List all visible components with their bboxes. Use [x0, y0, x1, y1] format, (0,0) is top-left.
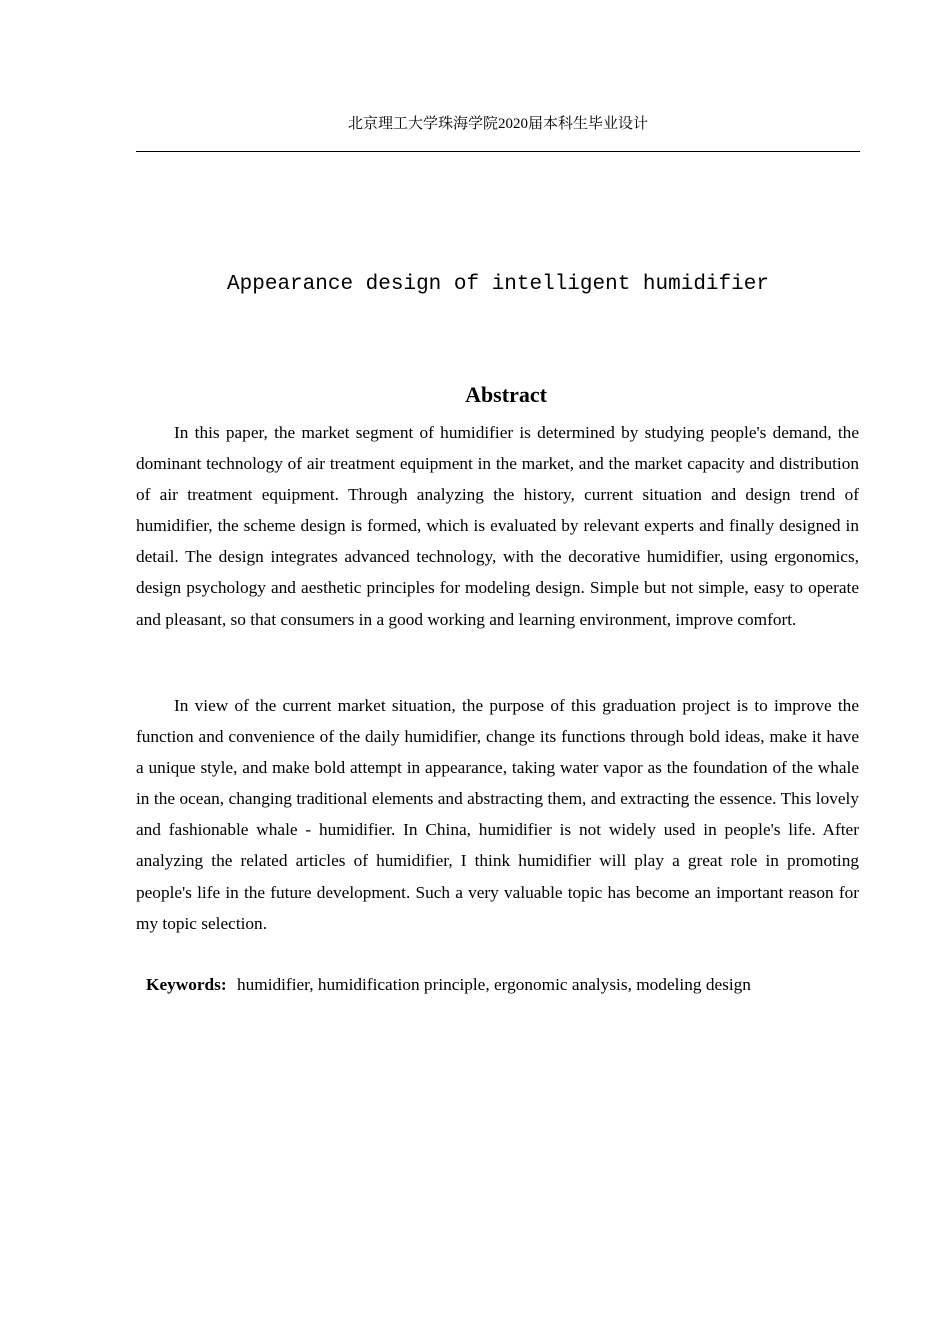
- keywords-line: [146, 969, 860, 1000]
- abstract-heading: Abstract: [465, 382, 547, 407]
- header-rule: [136, 151, 860, 152]
- running-header: 北京理工大学珠海学院2020届本科生毕业设计: [347, 116, 648, 132]
- abstract-paragraph-2: In view of the current market situation, the purpose of this graduation project is to improve the function and convenience of the daily humidifier, change its functions through bold ideas, make it have a unique style, and make bold attempt in appearance, taking water vapor as the foundation of the whale in the ocean, changing traditional elements and abstracting them, and extracting the essence. This lovely and fashionable whale - humidifier. In China, humidifier is not widely used in people's life. After analyzing the related articles of humidifier, I think humidifier will play a great role in promoting people's life in the future development. Such a very valuable topic has become an important reason for my topic selection.: [136, 696, 859, 933]
- keywords-label: Keywords:: [146, 975, 227, 994]
- abstract-paragraph-1: In this paper, the market segment of humidifier is determined by studying people's demand, the dominant technology of air treatment equipment in the market, and the market capacity and distribution of air treatment equipment. Through analyzing the history, current situation and design trend of humidifier, the scheme design is formed, which is evaluated by relevant experts and finally designed in detail. The design integrates advanced technology, with the decorative humidifier, using ergonomics, design psychology and aesthetic principles for modeling design. Simple but not simple, easy to operate and pleasant, so that consumers in a good working and learning environment, improve comfort.: [136, 423, 859, 629]
- keywords-value: humidifier, humidification principle, ergonomic analysis, modeling design: [236, 975, 751, 994]
- document-title: Appearance design of intelligent humidifier: [227, 273, 769, 296]
